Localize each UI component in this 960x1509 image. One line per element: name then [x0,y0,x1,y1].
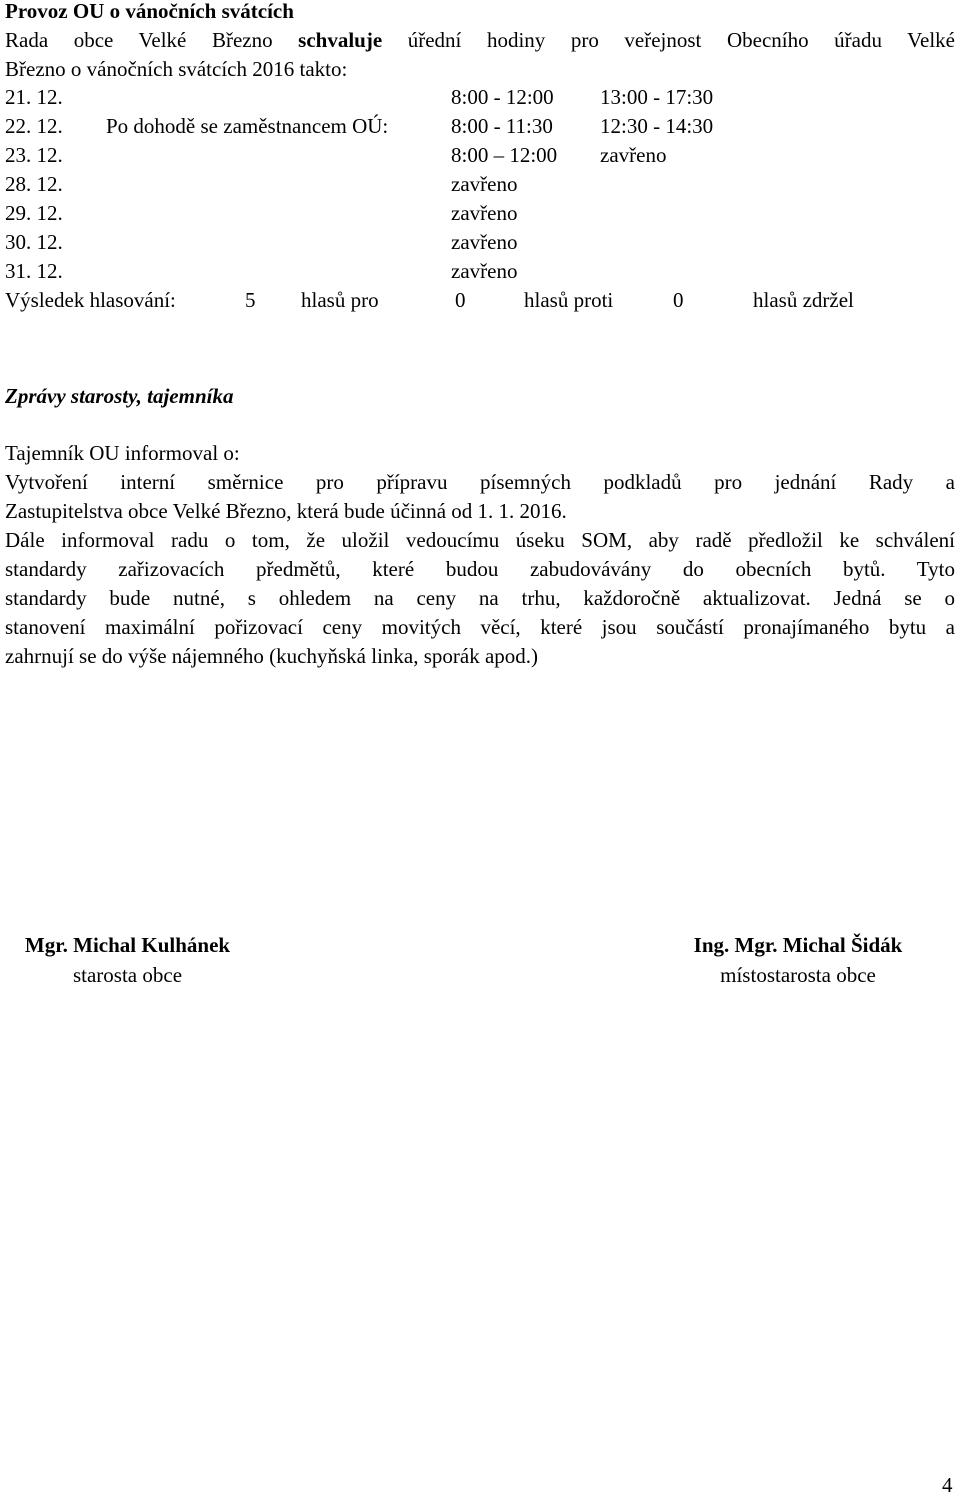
vote-for-label: hlasů pro [301,288,379,312]
vote-against-count: 0 [455,288,466,312]
report-line: Zastupitelstva obce Velké Březno, která bude účinná od 1. 1. 2016. [5,499,567,523]
schedule-am: zavřeno [451,230,518,254]
schedule-date: 23. 12. [5,143,63,167]
report-line: stanovení maximální pořizovací ceny movitých věcí, které jsou součástí pronajímaného bytu a [5,615,955,639]
signature-right [670,930,926,990]
schedule-date: 21. 12. [5,85,63,109]
approval-keyword: schvaluje [298,28,383,52]
schedule-am: 8:00 – 12:00 [451,143,558,167]
report-line: Dále informoval radu o tom, že uložil vedoucímu úseku SOM, aby radě předložil ke schválení [5,528,955,552]
schedule-date: 29. 12. [5,201,63,225]
vote-abstain-label: hlasů zdržel [753,288,854,312]
signatory-name: Ing. Mgr. Michal Šidák [693,933,903,957]
schedule-note: Po dohodě se zaměstnancem OÚ: [106,114,389,138]
schedule-am: zavřeno [451,172,518,196]
resolution-line-2: Březno o vánočních svátcích 2016 takto: [5,57,348,81]
schedule-date: 28. 12. [5,172,63,196]
report-line: standardy zařizovacích předmětů, které budou zabudovávány do obecních bytů. Tyto [5,557,955,581]
vote-for-count: 5 [245,288,256,312]
signatory-role: místostarosta obce [720,963,876,987]
vote-label: Výsledek hlasování: [5,288,176,312]
schedule-date: 22. 12. [5,114,63,138]
report-line: zahrnují se do výše nájemného (kuchyňská linka, sporák apod.) [5,644,539,668]
signatory-role: starosta obce [72,963,183,987]
schedule-date: 31. 12. [5,259,63,283]
schedule-am: zavřeno [451,259,518,283]
section-title: Zprávy starosty, tajemníka [5,384,234,408]
schedule-am: 8:00 - 12:00 [451,85,554,109]
schedule-pm: 12:30 - 14:30 [600,114,714,138]
schedule-am: 8:00 - 11:30 [451,114,553,138]
vote-abstain-count: 0 [673,288,684,312]
report-line: standardy bude nutné, s ohledem na ceny na trhu, každoročně aktualizovat. Jedná se o [5,586,955,610]
section-title: Provoz OU o vánočních svátcích [5,0,294,23]
signature-left [5,930,250,990]
schedule-date: 30. 12. [5,230,63,254]
schedule-pm: zavřeno [600,143,667,167]
signatory-name: Mgr. Michal Kulhánek [24,933,231,957]
resolution-line-1: Rada obce Velké Březno schvaluje úřední hodiny pro veřejnost Obecního úřadu Velké [5,28,955,52]
vote-against-label: hlasů proti [524,288,614,312]
schedule-am: zavřeno [451,201,518,225]
page-number: 4 [942,1473,953,1497]
report-intro: Tajemník OU informoval o: [5,441,240,465]
report-line: Vytvoření interní směrnice pro přípravu písemných podkladů pro jednání Rady a [5,470,955,494]
schedule-pm: 13:00 - 17:30 [600,85,714,109]
